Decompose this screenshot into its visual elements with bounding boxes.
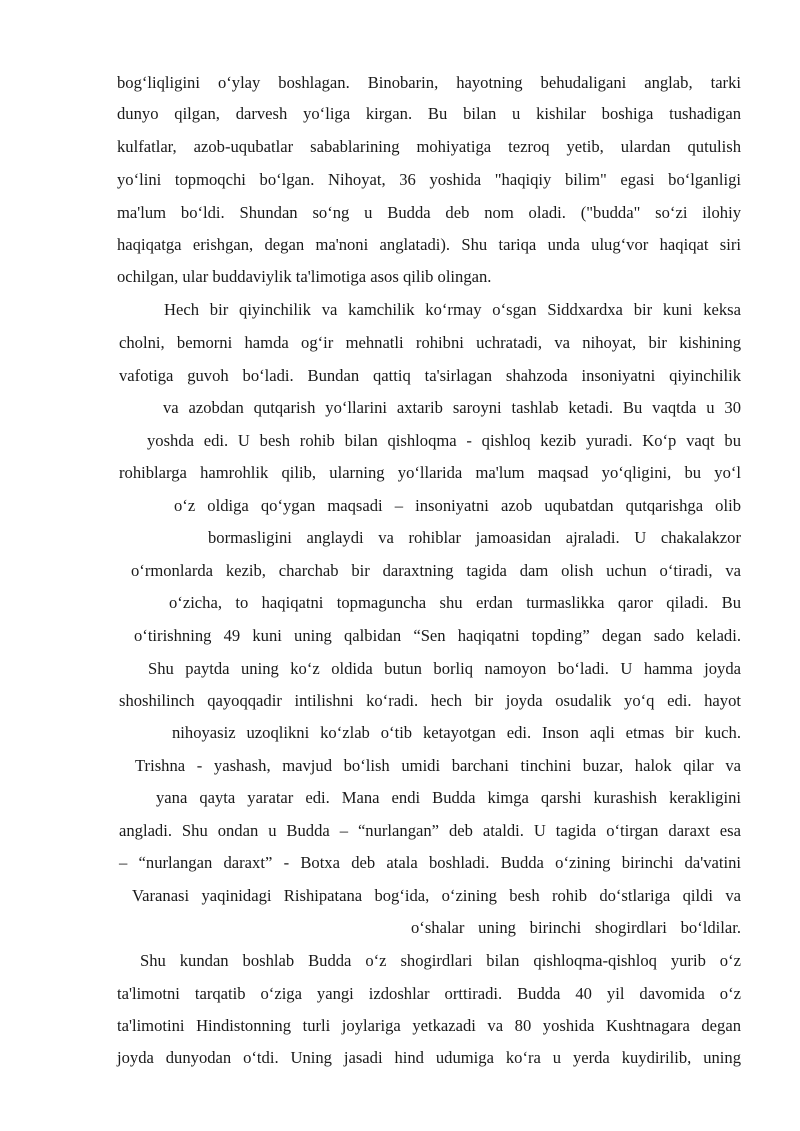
paragraph-line: ochilgan, ular buddaviylik ta'limotiga asos qilib olingan. xyxy=(117,267,492,286)
paragraph-line: o‘shalar uning birinchi shogirdlari bo‘ldilar. xyxy=(411,918,741,937)
paragraph-line: angladi. Shu ondan u Budda – “nurlangan” deb ataldi. U tagida o‘tirgan daraxt esa xyxy=(119,821,741,840)
paragraph-line: Trishna - yashash, mavjud bo‘lish umidi barchani tinchini buzar, halok qilar va xyxy=(135,756,741,775)
paragraph-line: bormasligini anglaydi va rohiblar jamoasidan ajraladi. U chakalakzor xyxy=(208,528,741,547)
paragraph-line: – “nurlangan daraxt” - Botxa deb atala boshladi. Budda o‘zining birinchi da'vatini xyxy=(119,853,741,872)
paragraph-line: rohiblarga hamrohlik qilib, ularning yo‘llarida ma'lum maqsad yo‘qligini, bu yo‘l xyxy=(119,463,741,482)
paragraph-line: o‘zicha, to haqiqatni topmaguncha shu erdan turmaslikka qaror qiladi. Bu xyxy=(169,593,741,612)
paragraph-line: o‘tirishning 49 kuni uning qalbidan “Sen haqiqatni topding” degan sado keladi. xyxy=(134,626,741,645)
paragraph-line: shoshilinch qayoqqadir intilishni ko‘radi. hech bir joyda osudalik yo‘q edi. hayot xyxy=(119,691,741,710)
paragraph-line: ma'lum bo‘ldi. Shundan so‘ng u Budda deb nom oladi. ("budda" so‘zi ilohiy xyxy=(117,203,741,222)
paragraph-line: cholni, bemorni hamda og‘ir mehnatli rohibni uchratadi, va nihoyat, bir kishining xyxy=(119,333,741,352)
paragraph-line: va azobdan qutqarish yo‘llarini axtarib saroyni tashlab ketadi. Bu vaqtda u 30 xyxy=(163,398,741,417)
paragraph-line: ta'limotni tarqatib o‘ziga yangi izdoshlar orttiradi. Budda 40 yil davomida o‘z xyxy=(117,984,741,1003)
paragraph-line: Hech bir qiyinchilik va kamchilik ko‘rmay o‘sgan Siddxardxa bir kuni keksa xyxy=(164,300,741,319)
paragraph-line: o‘z oldiga qo‘ygan maqsadi – insoniyatni azob uqubatdan qutqarishga olib xyxy=(174,496,741,515)
paragraph-line: ta'limotini Hindistonning turli joylariga yetkazadi va 80 yoshida Kushtnagara degan xyxy=(117,1016,741,1035)
paragraph-line: Varanasi yaqinidagi Rishipatana bog‘ida, o‘zining besh rohib do‘stlariga qildi va xyxy=(132,886,741,905)
paragraph-line: vafotiga guvoh bo‘ladi. Bundan qattiq ta'sirlagan shahzoda insoniyatni qiyinchilik xyxy=(119,366,741,385)
paragraph-line: Shu kundan boshlab Budda o‘z shogirdlari bilan qishloqma-qishloq yurib o‘z xyxy=(140,951,741,970)
paragraph-line: Shu paytda uning ko‘z oldida butun borliq namoyon bo‘ladi. U hamma joyda xyxy=(148,659,741,678)
paragraph-line: bog‘liqligini o‘ylay boshlagan. Binobarin, hayotning behudaligani anglab, tarki xyxy=(117,73,741,92)
paragraph-line: yana qayta yaratar edi. Mana endi Budda kimga qarshi kurashish kerakligini xyxy=(156,788,741,807)
paragraph-line: haqiqatga erishgan, degan ma'noni anglatadi). Shu tariqa unda ulug‘vor haqiqat siri xyxy=(117,235,741,254)
paragraph-line: kulfatlar, azob-uqubatlar sabablarining mohiyatiga tezroq yetib, ulardan qutulish xyxy=(117,137,741,156)
paragraph-line: joyda dunyodan o‘tdi. Uning jasadi hind udumiga ko‘ra u yerda kuydirilib, uning xyxy=(117,1048,741,1067)
paragraph-line: yoshda edi. U besh rohib bilan qishloqma - qishloq kezib yuradi. Ko‘p vaqt bu xyxy=(147,431,741,450)
paragraph-line: o‘rmonlarda kezib, charchab bir daraxtning tagida dam olish uchun o‘tiradi, va xyxy=(131,561,741,580)
paragraph-line: nihoyasiz uzoqlikni ko‘zlab o‘tib ketayotgan edi. Inson aqli etmas bir kuch. xyxy=(172,723,741,742)
paragraph-line: yo‘lini topmoqchi bo‘lgan. Nihoyat, 36 yoshida "haqiqiy bilim" egasi bo‘lganligi xyxy=(117,170,741,189)
paragraph-line: dunyo qilgan, darvesh yo‘liga kirgan. Bu bilan u kishilar boshiga tushadigan xyxy=(117,104,741,123)
